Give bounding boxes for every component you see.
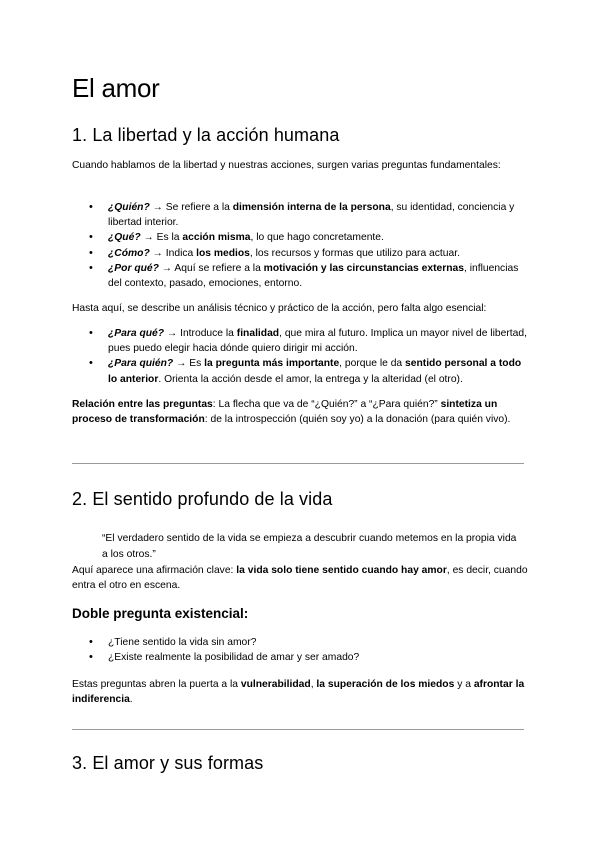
page-title: El amor — [72, 73, 160, 103]
questions-list-2 — [72, 326, 528, 387]
list-item: • ¿Por qué? → Aquí se refiere a la motivación y las circunstancias externas, influencias del contexto, pasado, emociones, entorno. — [72, 261, 528, 291]
key-claim: Aquí aparece una afirmación clave: la vida solo tiene sentido cuando hay amor, es decir, cuando entra el otro en escena. — [72, 565, 528, 592]
divider — [72, 729, 524, 730]
list-item: • ¿Para quién? → Es la pregunta más importante, porque le da sentido personal a todo lo anterior. Orienta la acción desde el amor, la entrega y la alteridad (el otro). — [72, 356, 528, 386]
list-item: • ¿Para qué? → Introduce la finalidad, que mira al futuro. Implica un mayor nivel de libertad, pues puedo elegir hacia dónde quiero dirigir mi acción. — [72, 326, 528, 356]
divider — [72, 463, 524, 464]
questions-list-1 — [72, 200, 528, 291]
existential-questions-list — [72, 635, 528, 665]
subheading-double-question: Doble pregunta existencial: — [72, 606, 249, 621]
list-item: • ¿Cómo? → Indica los medios, los recursos y formas que utilizo para actuar. — [72, 246, 528, 261]
list-item: • ¿Quién? → Se refiere a la dimensión interna de la persona, su identidad, conciencia y libertad interior. — [72, 200, 528, 230]
relation-paragraph: Relación entre las preguntas: La flecha que va de “¿Quién?” a “¿Para quién?” sintetiza un proceso de transformación: de la introspección (quién soy yo) a la donación (para quién vivo). — [72, 399, 511, 426]
list-item: • ¿Qué? → Es la acción misma, lo que hago concretamente. — [72, 230, 528, 245]
closing-paragraph: Estas preguntas abren la puerta a la vulnerabilidad, la superación de los miedos y a afrontar la indiferencia. — [72, 679, 525, 706]
section-2-heading: 2. El sentido profundo de la vida — [72, 489, 333, 509]
section-1-middle: Hasta aquí, se describe un análisis técnico y práctico de la acción, pero falta algo esencial: — [72, 303, 487, 314]
quote-block: “El verdadero sentido de la vida se empieza a descubrir cuando metemos en la propia vida a los otros.” — [102, 533, 517, 560]
section-3-heading: 3. El amor y sus formas — [72, 753, 264, 773]
list-item: • ¿Existe realmente la posibilidad de amar y ser amado? — [72, 650, 528, 665]
section-1-intro: Cuando hablamos de la libertad y nuestras acciones, surgen varias preguntas fundamentales: — [72, 160, 501, 171]
list-item: • ¿Tiene sentido la vida sin amor? — [72, 635, 528, 650]
section-1-heading: 1. La libertad y la acción humana — [72, 125, 340, 145]
